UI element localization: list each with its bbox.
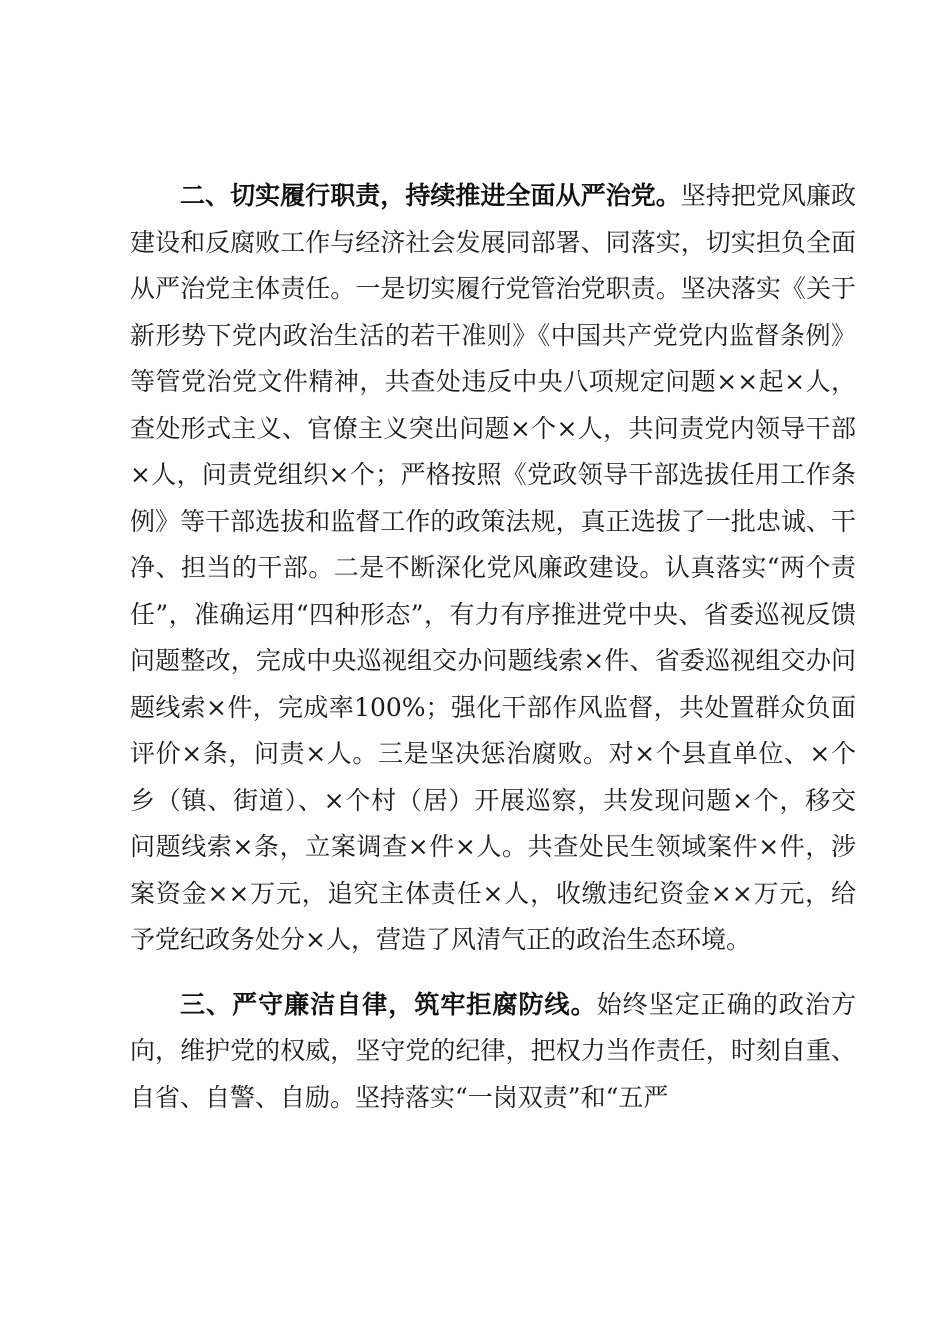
section-two-text: 坚持把党风廉政建设和反腐败工作与经济社会发展同部署、同落实，切实担负全面从严治党主体责任。一是切实履行党管治党职责。坚决落实《关于新形势下党内政治生活的若干准则》《中国共产党党内监督条例》等管党治党文件精神，共查处违反中央八项规定问题××起×人，查处形式主义、官僚主义突出问题×个×人，共问责党内领导干部×人，问责党组织×个；严格按照《党政领导干部选拔任用工作条例》等干部选拔和监督工作的政策法规，真正选拔了一批忠诚、干净、担当的干部。二是不断深化党风廉政建设。认真落实“两个责任”，准确运用“四种形态”，有力有序推进党中央、省委巡视反馈问题整改，完成中央巡视组交办问题线索×件、省委巡视组交办问题线索×件，完成率100%；强化干部作风监督，共处置群众负面评价×条，问责×人。三是坚决惩治腐败。对×个县直单位、×个乡（镇、街道）、×个村（居）开展巡察，共发现问题×个，移交问题线索×条，立案调查×件×人。共查处民生领域案件×件，涉案资金××万元，追究主体责任×人，收缴违纪资金××万元，给予党纪政务处分×人，营造了风清气正的政治生态环境。 (130, 181, 856, 954)
section-three-heading: 三、严守廉洁自律，筑牢拒腐防线。 (180, 989, 597, 1019)
document-body (130, 173, 856, 1121)
paragraph-section-two (130, 173, 856, 964)
section-three-text: 始终坚定正确的政治方向，维护党的权威，坚守党的纪律，把权力当作责任，时刻自重、自省、自警、自励。坚持落实“一岗双责”和“五严 (130, 989, 856, 1112)
section-two-heading: 二、切实履行职责，持续推进全面从严治党。 (180, 181, 681, 210)
paragraph-section-three (130, 982, 856, 1122)
